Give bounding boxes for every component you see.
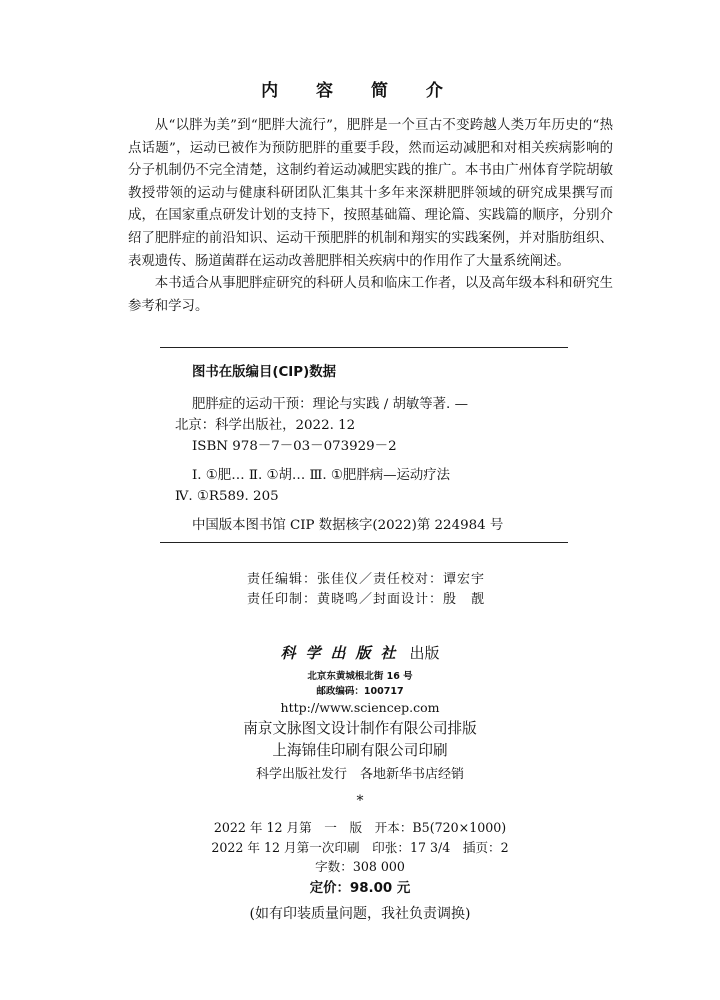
cip-line-isbn: ISBN 978－7－03－073929－2 (192, 439, 397, 454)
publisher-postcode: 邮政编码：100717 (316, 686, 404, 697)
publisher-address: 北京东黄城根北街 16 号 (307, 671, 413, 682)
cip-bottom-rule (160, 542, 568, 543)
publisher-suffix: 出版 (409, 644, 440, 662)
summary-paragraph-2: 本书适合从事肥胖症研究的科研人员和临床工作者，以及高年级本科和研究生参考和学习。 (128, 276, 613, 314)
publisher-name: 科学出版社 (280, 644, 406, 662)
edition-line: 2022 年 12 月第 一 版 开本：B5(720×1000) (213, 820, 507, 835)
printing-line: 2022 年 12 月第一次印刷 印张：17 3/4 插页：2 (211, 839, 509, 855)
cip-line-class-number: Ⅳ. ①R589. 205 (175, 489, 279, 504)
editor-line-1: 责任编辑：张佳仪／责任校对：谭宏宇 (246, 572, 485, 587)
separator-star: * (356, 793, 364, 809)
printer-line: 上海锦佳印刷有限公司印刷 (272, 742, 448, 759)
publisher-url: http://www.sciencep.com (280, 700, 440, 715)
cip-heading: 图书在版编目(CIP)数据 (192, 365, 336, 380)
quality-notice: (如有印装质量问题，我社负责调换) (249, 906, 471, 922)
cip-line-publisher: 北京：科学出版社，2022. 12 (175, 418, 356, 433)
editor-credits (0, 570, 720, 609)
typesetter-line: 南京文脉图文设计制作有限公司排版 (243, 720, 477, 737)
publisher-block (0, 642, 720, 717)
summary-title: 内 容 简 介 (261, 81, 459, 101)
distribution-block (0, 766, 720, 784)
distribution-line: 科学出版社发行 各地新华书店经销 (255, 767, 464, 782)
summary-paragraph-1: 从“以胖为美”到“肥胖大流行”，肥胖是一个亘古不变跨越人类万年历史的“热点话题”，运动已被作为预防肥胖的重要手段，然而运动减肥和对相关疾病影响的分子机制仍不完全清楚，这制约着运动减肥实践的推广。本书由广州体育学院胡敏教授带领的运动与健康科研团队汇集其十多年来深耕肥胖领域的研究成果撰写而成，在国家重点研发计划的支持下，按照基础篇、理论篇、实践篇的顺序，分别介绍了肥胖症的前沿知识、运动干预肥胖的机制和翔实的实践案例，并对脂肪组织、表观遗传、肠道菌群在运动改善肥胖相关疾病中的作用作了大量系统阐述。 (128, 118, 613, 269)
summary-section (128, 115, 613, 318)
production-credits (0, 718, 720, 762)
cip-line-record-number: 中国版本图书馆 CIP 数据核字(2022)第 224984 号 (192, 518, 504, 533)
editor-line-2: 责任印制：黄晓鸣／封面设计：殷 靓 (246, 591, 485, 607)
cip-line-title: 肥胖症的运动干预：理论与实践 / 胡敏等著. — (192, 397, 468, 412)
edition-specs (0, 818, 720, 877)
cip-line-classification: Ⅰ. ①肥… Ⅱ. ①胡… Ⅲ. ①肥胖病—运动疗法 (192, 468, 451, 483)
cip-top-rule (160, 347, 568, 348)
wordcount-line: 字数：308 000 (315, 859, 405, 874)
price-line: 定价：98.00 元 (309, 881, 411, 896)
